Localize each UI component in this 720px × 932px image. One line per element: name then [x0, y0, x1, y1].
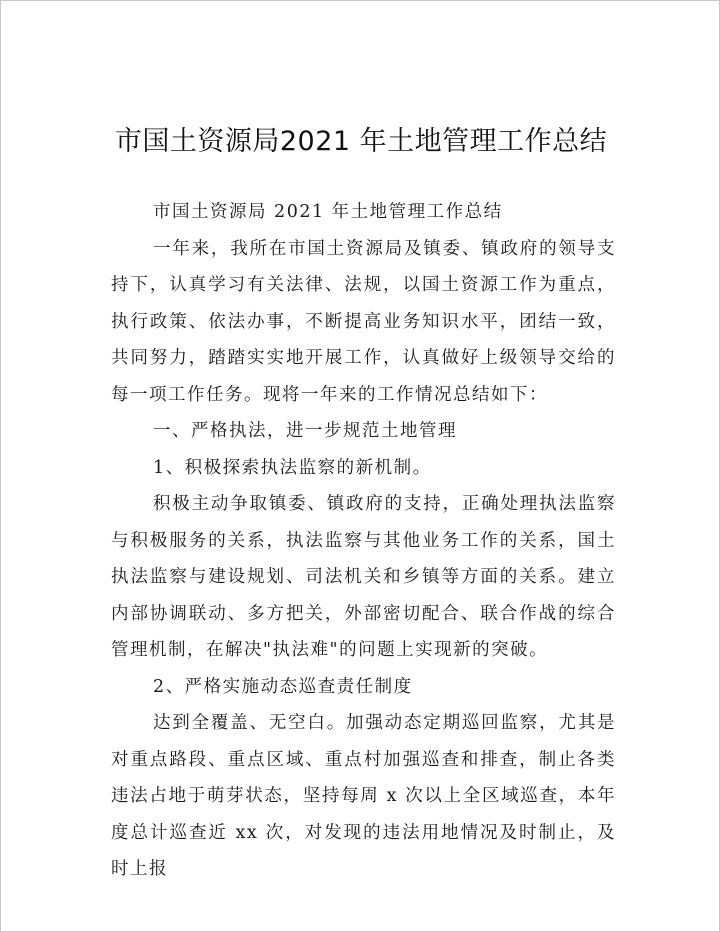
section-heading-1: 一、严格执法，进一步规范土地管理	[153, 421, 457, 441]
subsection-heading-2: 2、严格实施动态巡查责任制度	[153, 676, 413, 697]
document-title: 市国土资源局2021 年土地管理工作总结	[114, 126, 608, 157]
paragraph-enforcement: 积极主动争取镇委、镇政府的支持，正确处理执法监察与积极服务的关系，执法监察与其他业务工作的关系，国土执法监察与建设规划、司法机关和乡镇等方面的关系。建立内部协调联动、多方把关，外部密切配合、联合作战的综合管理机制，在解决"执法难"的问题上实现新的突破。	[111, 494, 616, 660]
document-body	[111, 194, 616, 888]
paragraph-intro: 一年来，我所在市国土资源局及镇委、镇政府的领导支持下，认真学习有关法律、法规，以国土资源工作为重点，执行政策、依法办事，不断提高业务知识水平，团结一致，共同努力，踏踏实实地开展工作，认真做好上级领导交给的每一项工作任务。现将一年来的工作情况总结如下：	[111, 238, 616, 405]
paragraph-patrol: 达到全覆盖、无空白。加强动态定期巡回监察，尤其是对重点路段、重点区域、重点村加强巡查和排查，制止各类违法占地于萌芽状态，坚持每周 x 次以上全区域巡查，本年度总计巡查近 xx 次，对发现的违法用地情况及时制止，及时上报	[111, 713, 616, 879]
paragraph-subtitle: 市国土资源局 2021 年土地管理工作总结	[153, 202, 503, 222]
subsection-heading-1: 1、积极探索执法监察的新机制。	[153, 457, 432, 478]
